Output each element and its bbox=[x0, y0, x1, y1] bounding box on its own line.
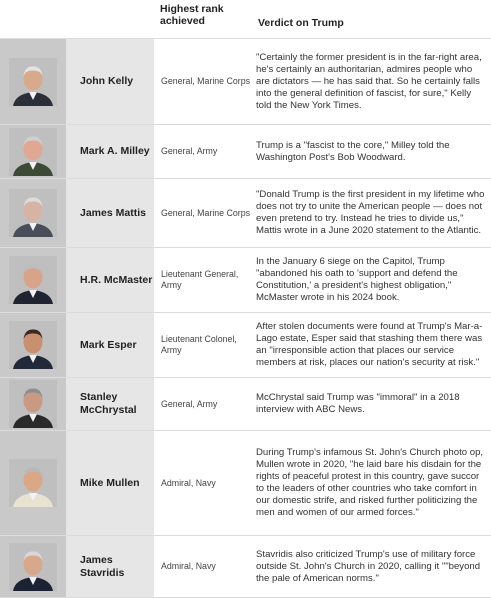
person-name: Mark Esper bbox=[66, 313, 154, 377]
highest-rank: Lieutenant General, Army bbox=[161, 269, 239, 290]
table-header bbox=[0, 0, 491, 38]
table-body bbox=[0, 38, 491, 598]
highest-rank: General, Army bbox=[161, 146, 218, 156]
person-name: H.R. McMaster bbox=[66, 248, 154, 312]
table-row bbox=[0, 124, 491, 178]
verdict-text: After stolen documents were found at Trump's Mar-a-Lago estate, Esper said that stashing them there was an "irresponsible action that places our service members at risk, places our nation's security at risk." bbox=[256, 321, 483, 368]
portrait-photo bbox=[0, 125, 66, 178]
highest-rank: General, Army bbox=[161, 398, 218, 409]
person-name: Mark A. Milley bbox=[66, 125, 154, 178]
highest-rank: General, Marine Corps bbox=[161, 207, 250, 218]
table-row bbox=[0, 247, 491, 312]
header-verdict: Verdict on Trump bbox=[258, 17, 344, 29]
verdict-text: In the January 6 siege on the Capitol, Trump "abandoned his oath to 'support and defend the Constitution,' a president's highest obligation," McMaster wrote in his 2024 book. bbox=[256, 256, 458, 303]
portrait-photo bbox=[0, 248, 66, 312]
verdict-text: "Certainly the former president is in the far-right area, he's certainly an authoritarian, admires people who are dictators — he has said that. So he certainly falls into the general definition of fascist, for sure," Kelly told the New York Times. bbox=[256, 51, 482, 111]
person-name: James Stavridis bbox=[66, 536, 154, 597]
highest-rank: General, Marine Corps bbox=[161, 76, 250, 86]
portrait-photo bbox=[0, 536, 66, 597]
highest-rank: Admiral, Navy bbox=[161, 477, 216, 488]
person-name: James Mattis bbox=[66, 179, 154, 247]
portrait-photo bbox=[0, 39, 66, 124]
header-rank: Highest rank achieved bbox=[160, 3, 224, 27]
table-row bbox=[0, 535, 491, 598]
portrait-photo bbox=[0, 378, 66, 430]
portrait-photo bbox=[0, 179, 66, 247]
table-row bbox=[0, 377, 491, 430]
portrait-photo bbox=[0, 431, 66, 535]
verdict-text: Trump is a "fascist to the core," Milley told the Washington Post's Bob Woodward. bbox=[256, 139, 450, 163]
person-name: Mike Mullen bbox=[66, 431, 154, 535]
table-row bbox=[0, 178, 491, 247]
table-row bbox=[0, 38, 491, 124]
highest-rank: Admiral, Navy bbox=[161, 561, 216, 571]
table-row bbox=[0, 430, 491, 535]
portrait-photo bbox=[0, 313, 66, 377]
person-name: John Kelly bbox=[66, 39, 154, 124]
verdict-text: "Donald Trump is the first president in my lifetime who does not try to unite the American people — does not even pretend to try. Instead he tries to divide us," Mattis wrote in a June 2020 statement to the Atlantic. bbox=[256, 189, 485, 236]
person-name: Stanley McChrystal bbox=[66, 378, 154, 430]
verdict-text: McChrystal said Trump was "immoral" in a 2018 interview with ABC News. bbox=[256, 392, 460, 415]
highest-rank: Lieutenant Colonel, Army bbox=[161, 334, 237, 355]
verdict-text: During Trump's infamous St. John's Church photo op, Mullen wrote in 2020, "he laid bare his disdain for the rights of peaceful protest in this country, gave succor to the leaders of other countries who take comfort in our domestic strife, and risked further politicizing the men and women of our armed forces." bbox=[256, 447, 484, 518]
table-row bbox=[0, 312, 491, 377]
verdict-text: Stavridis also criticized Trump's use of military force outside St. John's Church in 2020, calling it ""beyond the pale of American norms." bbox=[256, 548, 481, 584]
